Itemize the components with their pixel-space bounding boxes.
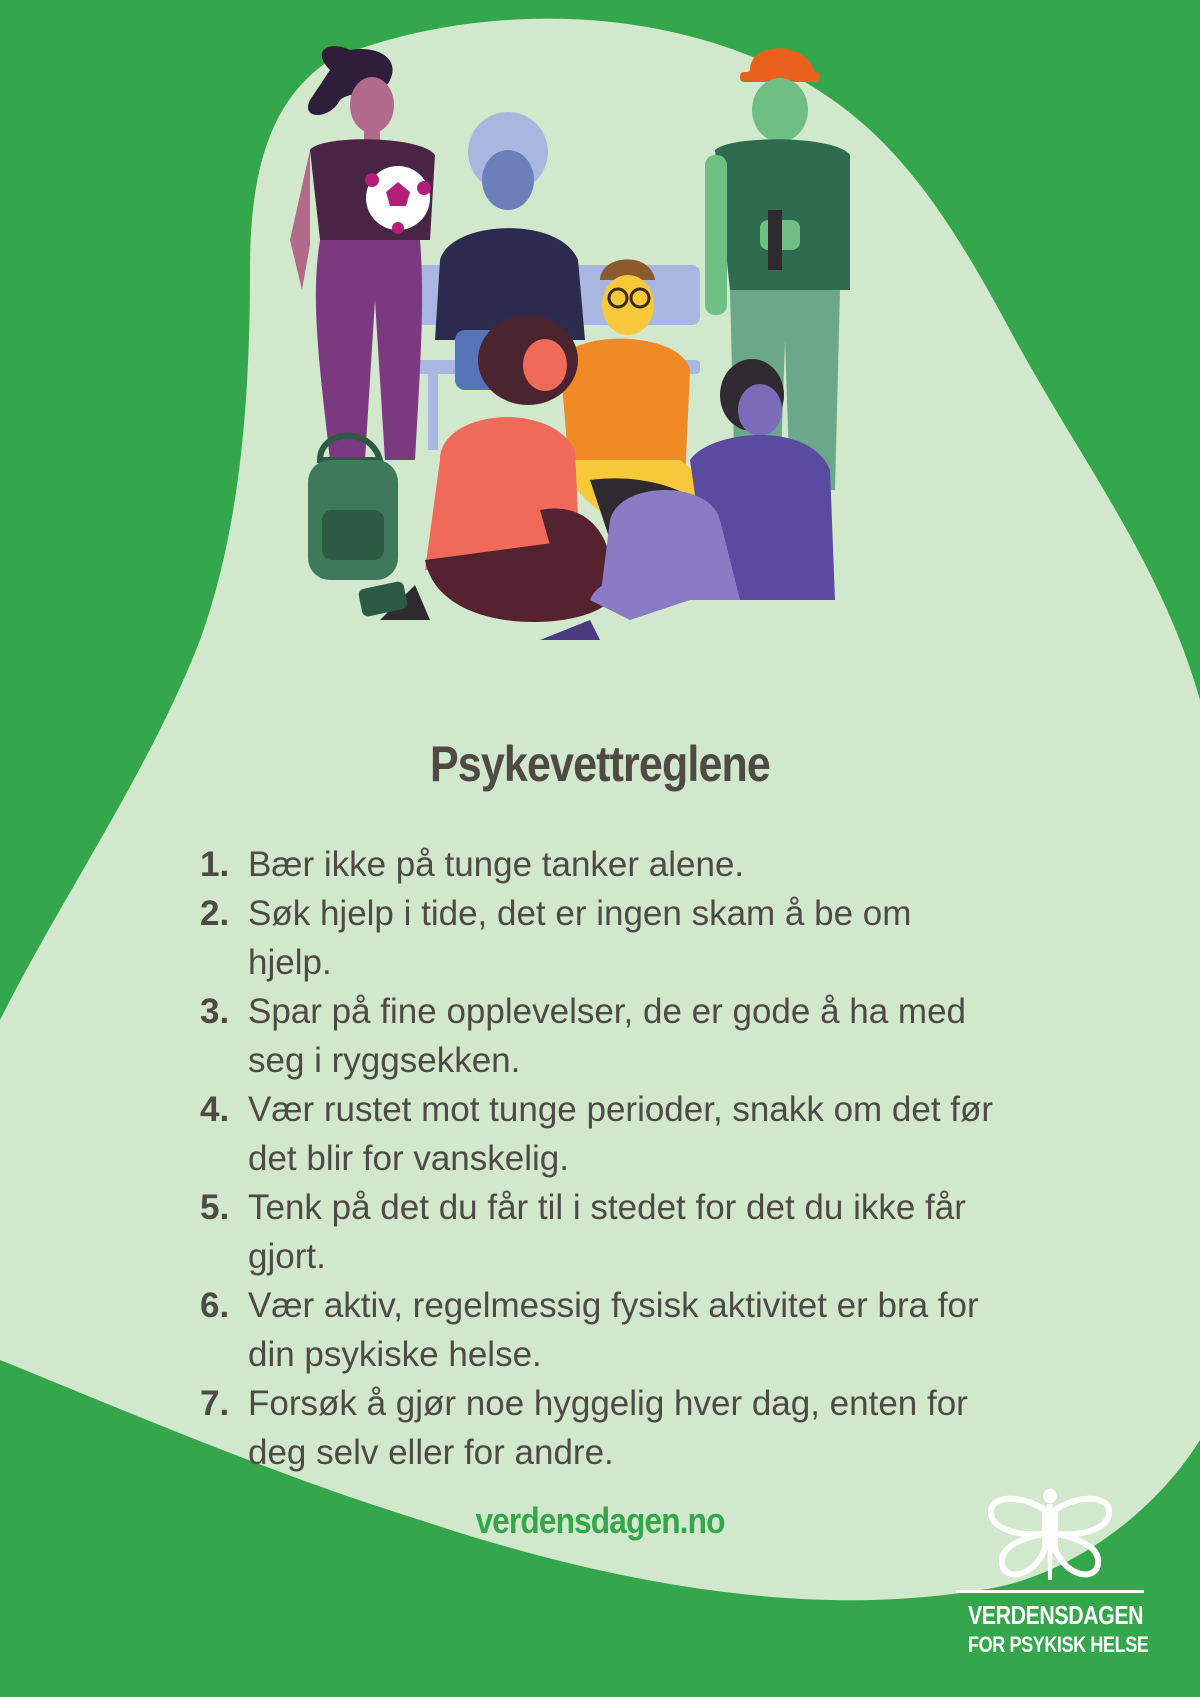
rule-text: Tenk på det du får til i stedet for det du ikke får gjort. (248, 1188, 966, 1276)
rule-number: 7. (200, 1384, 230, 1423)
rule-text: Søk hjelp i tide, det er ingen skam å be om hjelp. (248, 894, 912, 982)
website-link[interactable]: verdensdagen.no (475, 1500, 725, 1541)
rule-number: 2. (200, 894, 230, 933)
rule-item (200, 1281, 1000, 1379)
rule-number: 3. (200, 992, 230, 1031)
logo-text-line1: VERDENSDAGEN (968, 1600, 1144, 1630)
rule-item (200, 1183, 1000, 1281)
rule-text: Bær ikke på tunge tanker alene. (248, 845, 745, 884)
rule-item (200, 987, 1000, 1085)
verdensdagen-logo (950, 1488, 1150, 1683)
rule-item (200, 1085, 1000, 1183)
people-group-illustration (290, 40, 910, 680)
backpack (308, 436, 398, 580)
rule-item (200, 1379, 1000, 1477)
rule-text: Vær rustet mot tunge perioder, snakk om det før det blir for vanskelig. (248, 1090, 994, 1178)
woman-with-ball (290, 46, 435, 460)
logo-text-line2: FOR PSYKISK HELSE (968, 1632, 1149, 1657)
rules-list (200, 840, 1000, 1477)
logo-divider (956, 1590, 1144, 1593)
rule-item (200, 889, 1000, 987)
butterfly-person-icon (985, 1488, 1115, 1583)
rule-text: Forsøk å gjør noe hyggelig hver dag, enten for deg selv eller for andre. (248, 1384, 968, 1472)
rule-number: 6. (200, 1286, 230, 1325)
rule-text: Spar på fine opplevelser, de er gode å ha med seg i ryggsekken. (248, 992, 966, 1080)
rule-number: 4. (200, 1090, 230, 1129)
rule-item (200, 840, 1000, 889)
poster-title: Psykevettreglene (429, 736, 770, 792)
rule-text: Vær aktiv, regelmessig fysisk aktivitet er bra for din psykiske helse. (248, 1286, 979, 1374)
rule-number: 1. (200, 845, 230, 884)
rule-number: 5. (200, 1188, 230, 1227)
